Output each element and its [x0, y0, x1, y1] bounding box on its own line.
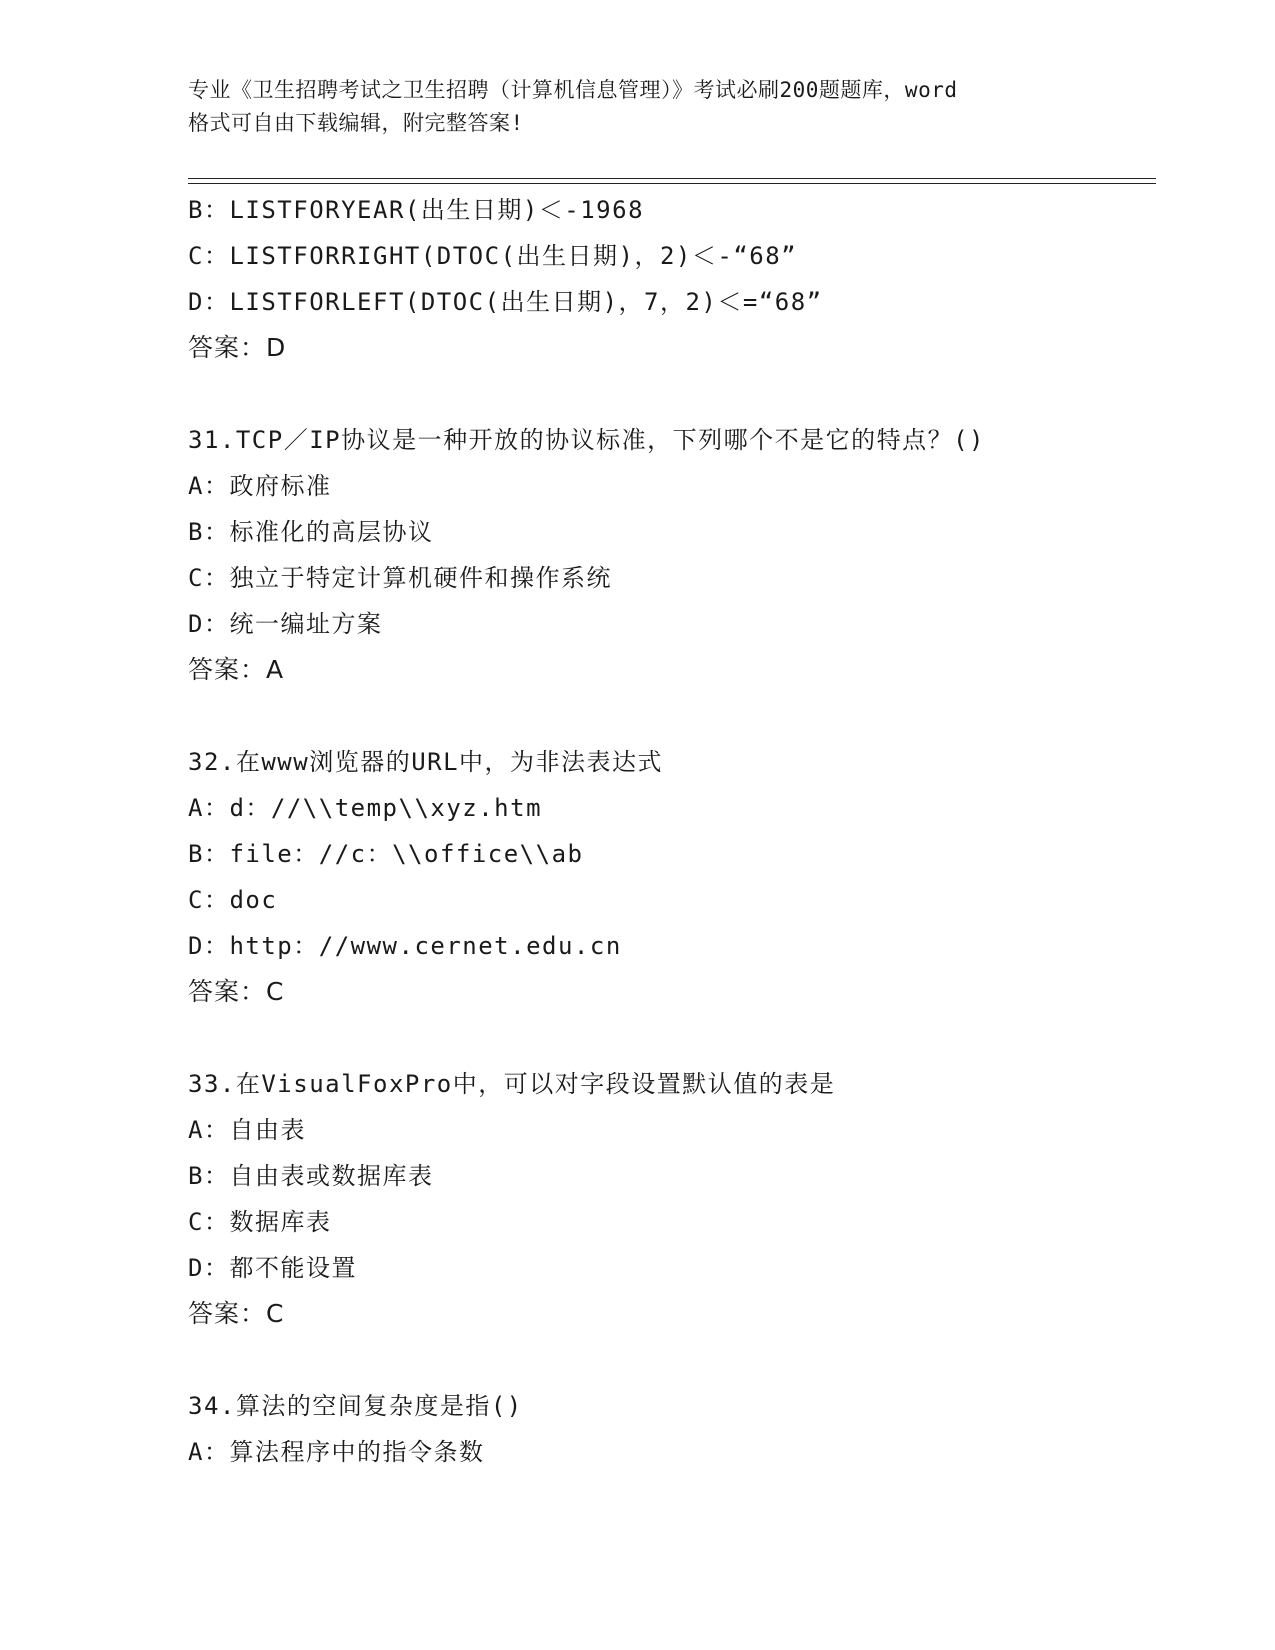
question-33-block	[188, 1061, 1148, 1337]
header-divider-top	[188, 178, 1156, 179]
q32-answer: 答案：C	[188, 977, 285, 1006]
question-32-block	[188, 739, 1148, 1015]
spacer	[188, 693, 1148, 739]
spacer	[188, 371, 1148, 417]
q33-answer: 答案：C	[188, 1299, 285, 1328]
q33-question: 33.在VisualFoxPro中，可以对字段设置默认值的表是	[188, 1070, 836, 1098]
q33-option-c: C：数据库表	[188, 1208, 332, 1236]
question-34-block	[188, 1383, 1148, 1475]
q30-answer: 答案：D	[188, 333, 287, 362]
header-divider-bottom	[188, 183, 1156, 184]
header-line-2: 格式可自由下载编辑，附完整答案!	[188, 111, 524, 135]
spacer	[188, 1015, 1148, 1061]
q31-option-b: B：标准化的高层协议	[188, 518, 434, 546]
question-30-block	[188, 187, 1148, 371]
question-31-block	[188, 417, 1148, 693]
q31-option-c: C：独立于特定计算机硬件和操作系统	[188, 564, 612, 592]
q32-option-d: D：http：//www.cernet.edu.cn	[188, 932, 622, 960]
q30-option-d: D：LISTFORLEFT(DTOC(出生日期)，7，2)＜=“68”	[188, 288, 823, 316]
q33-option-d: D：都不能设置	[188, 1254, 357, 1282]
q31-question: 31.TCP／IP协议是一种开放的协议标准，下列哪个不是它的特点？()	[188, 426, 985, 454]
q31-option-d: D：统一编址方案	[188, 610, 383, 638]
q31-option-a: A：政府标准	[188, 472, 332, 500]
q30-option-b: B：LISTFORYEAR(出生日期)＜-1968	[188, 196, 645, 224]
q30-option-c: C：LISTFORRIGHT(DTOC(出生日期)，2)＜-“68”	[188, 242, 798, 270]
q34-option-a: A：算法程序中的指令条数	[188, 1438, 485, 1466]
q32-question: 32.在www浏览器的URL中，为非法表达式	[188, 748, 664, 776]
spacer	[188, 1337, 1148, 1383]
header-line-1: 专业《卫生招聘考试之卫生招聘（计算机信息管理）》考试必刷200题题库，word	[188, 78, 958, 102]
q32-option-a: A：d：//\\temp\\xyz.htm	[188, 794, 543, 822]
q33-option-a: A：自由表	[188, 1116, 306, 1144]
q32-option-b: B：file：//c：\\office\\ab	[188, 840, 584, 868]
document-header	[188, 74, 1088, 140]
q32-option-c: C：doc	[188, 886, 278, 914]
q33-option-b: B：自由表或数据库表	[188, 1162, 434, 1190]
question-list	[188, 187, 1148, 1475]
q31-answer: 答案：A	[188, 655, 285, 684]
q34-question: 34.算法的空间复杂度是指()	[188, 1392, 523, 1420]
